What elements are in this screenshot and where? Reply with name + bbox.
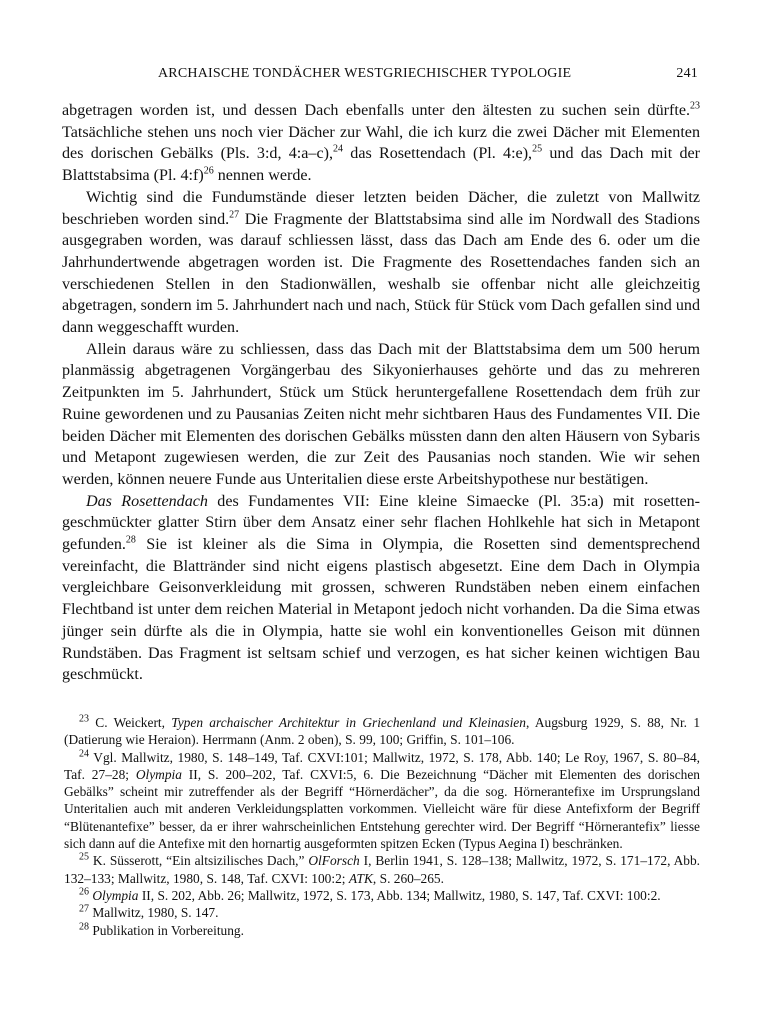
text-run: I, Berlin 1941, S. 128–138; Mallwitz, 1972, S. 171–172, Abb. 132–133; Mallwitz, 1980, S. 148, Taf. CXVI: 100:2; — [64, 853, 701, 886]
footnote-ref: 25 — [79, 851, 89, 863]
footnote — [64, 904, 700, 921]
text-run: des Fundamentes VII: Eine kleine Simaecke (Pl. 35:a) mit rosettengeschmückter glatter Stirn über dem Ansatz einer sehr flachen Hohlkehle hat sich in Metapont gefunden. — [62, 492, 701, 554]
footnote — [64, 852, 700, 887]
footnote-ref: 27 — [79, 903, 89, 915]
paragraph — [62, 100, 700, 187]
footnote — [64, 922, 700, 939]
text-run: Publikation in Vorbereitung. — [89, 922, 244, 938]
page-number: 241 — [676, 66, 698, 81]
italic-text: Das Rosettendach — [86, 492, 208, 510]
italic-text: Typen archaischer Architektur in Griechenland und Kleinasien — [171, 714, 526, 730]
text-run: C. Weickert, — [89, 714, 172, 730]
text-run: und das Dach mit der Blattstabsima (Pl. 4:f) — [62, 145, 700, 185]
text-run: Mallwitz, 1980, S. 147. — [89, 905, 219, 921]
footnote-ref: 24 — [79, 748, 89, 760]
footnote — [64, 714, 700, 749]
footnote-ref: 28 — [125, 534, 136, 546]
paragraph — [62, 491, 700, 686]
text-run: Vgl. Mallwitz, 1980, S. 148–149, Taf. CXVI:101; Mallwitz, 1972, S. 178, Abb. 140; Le Roy, 1967, S. 80–84, Taf. 27–28; — [64, 749, 700, 782]
text-run: , S. 260–265. — [372, 870, 444, 886]
italic-text: OlForsch — [308, 853, 360, 869]
footnote-ref: 23 — [79, 713, 89, 725]
text-run: nennen werde. — [213, 167, 312, 185]
footnote-ref: 26 — [79, 886, 89, 898]
italic-text: Olympia — [92, 887, 139, 903]
running-head — [62, 62, 700, 84]
footnote-ref: 26 — [203, 165, 214, 177]
text-run: abgetragen worden ist, und dessen Dach ebenfalls unter den ältesten zu suchen sein dürfte. — [62, 102, 690, 119]
text-run: Sie ist kleiner als die Sima in Olympia, die Rosetten sind dementsprechend vereinfacht, die Blattränder sind nicht eigens plastisch abgesetzt. Eine dem Dach in Olympia vergleichbare Geisonverkleidung mit grossen, schweren Rundstäben neben einem einfachen Flechtband ist unter dem reichen Material in Metapont jedoch nicht vorhanden. Da die Sima etwas jünger sein dürfte als die in Olympia, hatte sie wohl ein konventionelles Geison mit dünnen Rundstäben. Das Fragment ist seltsam schief und verzogen, es hat sicher keinen wichtigen Bau geschmückt. — [62, 536, 700, 684]
text-run: das Rosettendach (Pl. 4:e), — [343, 145, 533, 163]
footnote-ref: 24 — [333, 144, 343, 156]
paragraph — [62, 187, 700, 339]
italic-text: ATK — [348, 870, 373, 886]
text-run: II, S. 200–202, Taf. CXVI:5, 6. Die Bezeichnung “Dächer mit Elementen des dorischen Gebälks” scheint mir zutreffender als der Begriff “Hörnerdächer”, da die sog. Hörnerantefixe im Ursprungsland Unteritalien auch mit anderen Verkleidungsplatten vorkommen. Vielleicht wäre für diese Antefixform der Begriff “Blütenantefixe” besser, da er ihrer wahrscheinlichen Entstehung gerechter wird. Der Begriff “Hörnerantefix” liesse sich dann auf die Antefixe mit den hornartig ausgeformten spitzen Ecken (Typus Aegina I) beschränken. — [64, 766, 700, 852]
text-run: Tatsächliche stehen uns noch vier Dächer zur Wahl, die ich kurz die zwei Dächer mit Elementen des dorischen Gebälks (Pls. 3:d, 4:a–c), — [62, 123, 700, 163]
text-run: Allein daraus wäre zu schliessen, dass das Dach mit der Blattstabsima dem um 500 herum planmässig abgetragenen Vorgängerbau des Sikyonierhauses gehörte und das zu mehreren Zeitpunkten im 5. Jahrhundert, Stück um Stück heruntergefallene Rosettendach dem früh zur Ruine gewordenen und zu Pausanias Zeiten nicht mehr sichtbaren Haus des Fundamentes VII. Die beiden Dächer mit Elementen des dorischen Gebälks müssten dann den alten Häusern von Sybaris und Metapont zugewiesen werden, die zur Zeit des Pausanias noch standen. Wie wir sehen werden, können neuere Funde aus Unteritalien diese erste Arbeitshypothese nur bestätigen. — [62, 340, 700, 488]
footnotes — [62, 714, 700, 939]
paragraph — [62, 339, 700, 491]
running-title: ARCHAISCHE TONDÄCHER WESTGRIECHISCHER TYPOLOGIE — [158, 66, 572, 81]
text-run: , Augsburg 1929, S. 88, Nr. 1 (Datierung wie Heraion). Herrmann (Anm. 2 oben), S. 99, 100; Griffin, S. 101–106. — [64, 714, 701, 748]
italic-text: Olympia — [135, 766, 182, 782]
text-run: Wichtig sind die Fundumstände dieser letzten beiden Dächer, die zuletzt von Mallwitz beschrieben worden sind. — [62, 188, 700, 228]
footnote-ref: 28 — [79, 921, 89, 933]
footnote-ref: 23 — [690, 100, 700, 112]
page — [62, 62, 700, 939]
footnote-ref: 25 — [532, 144, 543, 156]
text-run: II, S. 202, Abb. 26; Mallwitz, 1972, S. 173, Abb. 134; Mallwitz, 1980, S. 147, Taf. CXVI: 100:2. — [138, 887, 661, 903]
footnote — [64, 749, 700, 853]
footnote-ref: 27 — [229, 209, 240, 221]
body-text — [62, 100, 700, 686]
text-run: Die Fragmente der Blattstabsima sind alle im Nordwall des Stadions ausgegraben worden, was darauf schliessen lässt, dass das Dach am Ende des 6. oder um die Jahrhundertwende abgetragen worden ist. Die Fragmente des Rosettendaches fanden sich an verschiedenen Stellen in den Stadionwällen, weshalb sie offenbar nicht alle gleichzeitig abgetragen, sondern im 5. Jahrhundert nach und nach, Stück für Stück vom Dach gefallen sind und dann weggeschafft wurden. — [62, 210, 700, 337]
footnote — [64, 887, 700, 904]
text-run: K. Süsserott, “Ein altsizilisches Dach,” — [89, 853, 309, 869]
